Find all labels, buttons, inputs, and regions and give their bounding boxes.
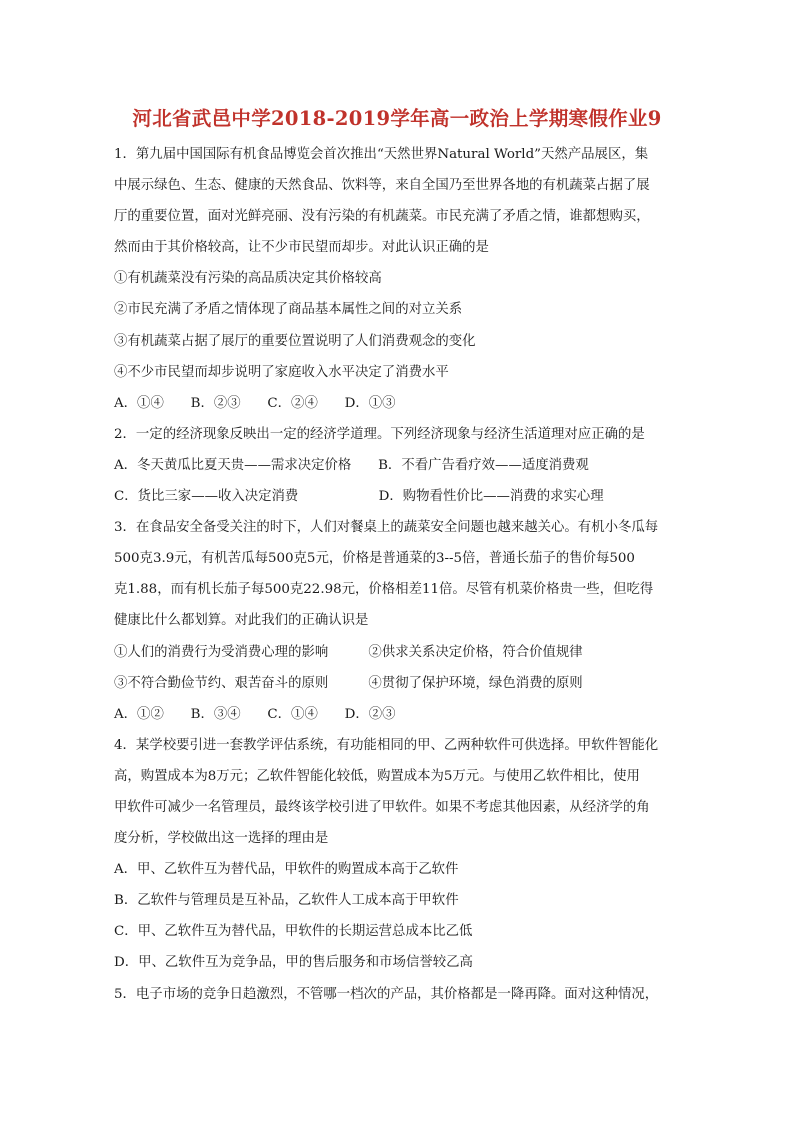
text-line: ③不符合勤俭节约、艰苦奋斗的原则 ④贯彻了保护环境，绿色消费的原则 [114, 675, 583, 691]
text-line: A．冬天黄瓜比夏天贵——需求决定价格 B．不看广告看疗效——适度消费观 [114, 457, 589, 473]
text-line: 1．第九届中国国际有机食品博览会首次推出“天然世界Natural World”天然产品展区，集 [114, 147, 649, 162]
text-line: 3．在食品安全备受关注的时下，人们对餐桌上的蔬菜安全问题也越来越关心。有机小冬瓜每 [114, 520, 659, 536]
text-line: 克1.88，而有机长茄子每500克22.98元，价格相差11倍。尽管有机菜价格贵一些，但吃得 [114, 582, 654, 598]
text-line: 2．一定的经济现象反映出一定的经济学道理。下列经济现象与经济生活道理对应正确的是 [114, 426, 645, 442]
text-line: ①人们的消费行为受消费心理的影响 ②供求关系决定价格，符合价值规律 [114, 644, 583, 660]
text-line: C．货比三家——收入决定消费 D．购物看性价比——消费的求实心理 [114, 489, 604, 505]
text-line: ③有机蔬菜占据了展厅的重要位置说明了人们消费观念的变化 [114, 333, 476, 349]
text-line: 5．电子市场的竞争日趋激烈，不管哪一档次的产品，其价格都是一降再降。面对这种情况， [114, 986, 659, 1002]
text-line: 甲软件可减少一名管理员，最终该学校引进了甲软件。如果不考虑其他因素，从经济学的角 [114, 799, 650, 815]
document-body [114, 139, 686, 1010]
text-line: 高，购置成本为8万元；乙软件智能化较低，购置成本为5万元。与使用乙软件相比，使用 [114, 768, 640, 784]
text-line: 中展示绿色、生态、健康的天然食品、饮料等，来自全国乃至世界各地的有机蔬菜占据了展 [114, 178, 650, 194]
text-line: 4．某学校要引进一套教学评估系统，有功能相同的甲、乙两种软件可供选择。甲软件智能化 [114, 737, 659, 753]
text-line: ④不少市民望而却步说明了家庭收入水平决定了消费水平 [114, 364, 449, 380]
option-line: D．甲、乙软件互为竞争品，甲的售后服务和市场信誉较乙高 [114, 955, 473, 971]
text-line: 度分析，学校做出这一选择的理由是 [114, 831, 329, 847]
text-line: ②市民充满了矛盾之情体现了商品基本属性之间的对立关系 [114, 302, 463, 318]
text-line: ①有机蔬菜没有污染的高品质决定其价格较高 [114, 271, 382, 287]
text-line: 500克3.9元，有机苦瓜每500克5元，价格是普通菜的3--5倍，普通长茄子的售价每500 [114, 551, 635, 567]
answer-options: A．①② B．③④ C．①④ D．②③ [114, 706, 396, 722]
answer-options: A．①④ B．②③ C．②④ D．①③ [114, 395, 396, 411]
option-line: B．乙软件与管理员是互补品，乙软件人工成本高于甲软件 [114, 893, 459, 909]
text-line: 厅的重要位置，面对光鲜亮丽、没有污染的有机蔬菜。市民充满了矛盾之情，谁都想购买， [114, 209, 650, 225]
option-line: A．甲、乙软件互为替代品，甲软件的购置成本高于乙软件 [114, 862, 459, 878]
text-line: 然而由于其价格较高，让不少市民望而却步。对此认识正确的是 [114, 240, 489, 256]
document-title: 河北省武邑中学2018-2019学年高一政治上学期寒假作业9 [132, 107, 662, 130]
option-line: C．甲、乙软件互为替代品，甲软件的长期运营总成本比乙低 [114, 924, 473, 940]
text-line: 健康比什么都划算。对此我们的正确认识是 [114, 613, 369, 629]
